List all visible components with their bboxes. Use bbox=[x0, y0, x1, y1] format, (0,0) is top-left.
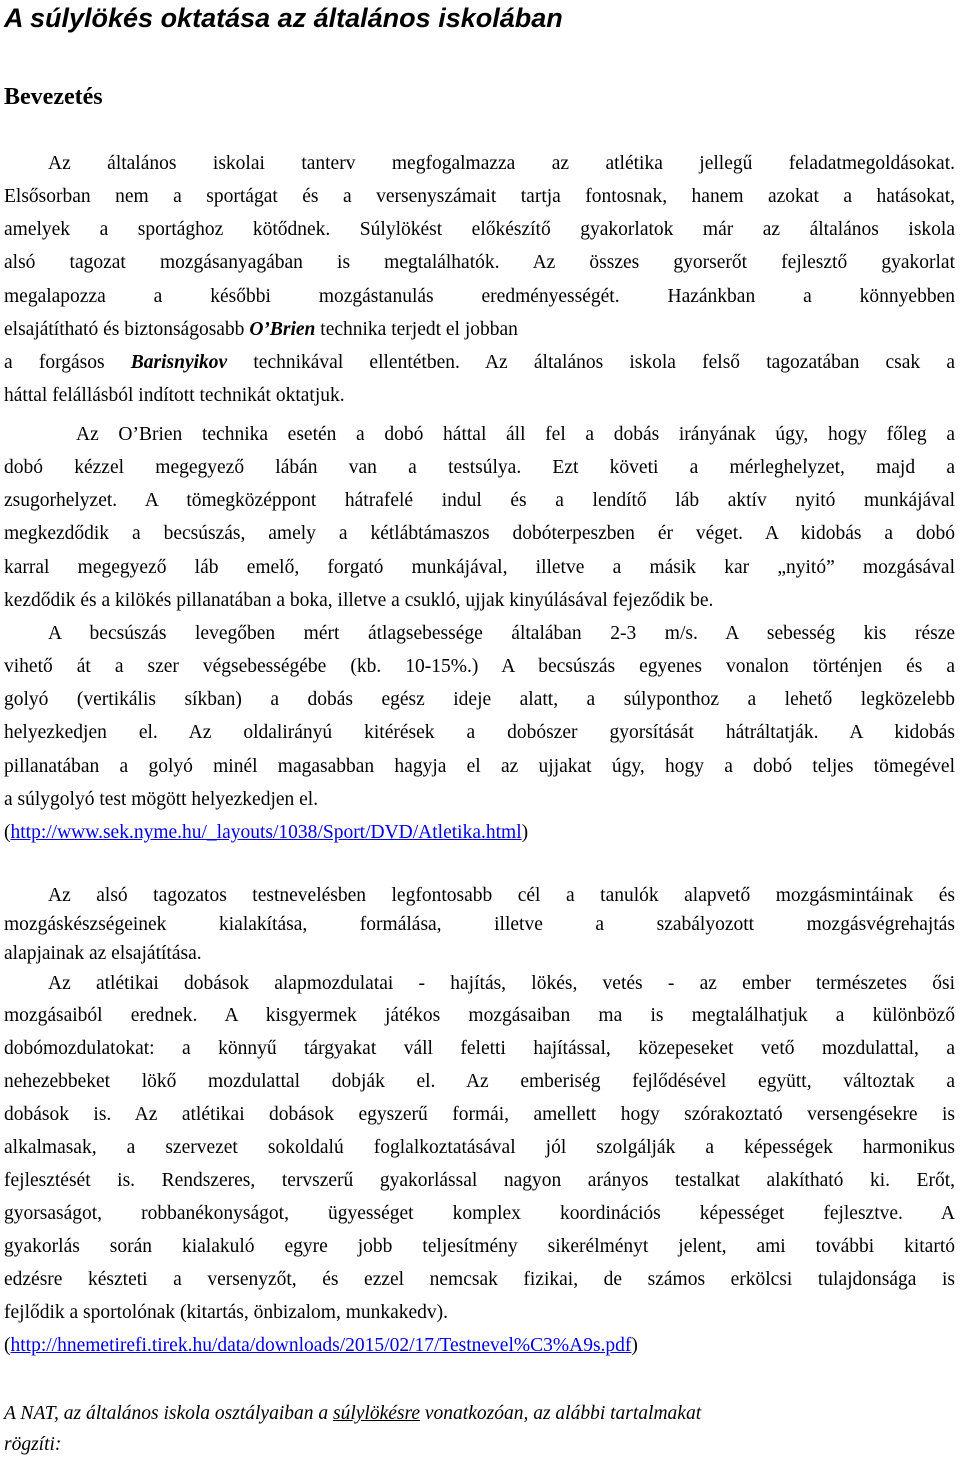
text-line: helyezkedjen el. Az oldalirányú kitérések a dobószer gyorsítását hátráltatják. A kidobás bbox=[4, 722, 955, 743]
text-line bbox=[4, 1397, 955, 1430]
text-line: dobó kézzel megegyező lábán van a testsúlya. Ezt követi a mérleghelyzet, majd a bbox=[4, 457, 955, 478]
source-citation bbox=[4, 1329, 955, 1362]
emphasis-obrien: O’Brien bbox=[249, 319, 316, 340]
text-line: fejlesztését is. Rendszeres, tervszerű gyakorlással nagyon arányos testalkat alakítható ki. Erőt, bbox=[4, 1170, 955, 1191]
text-line: gyorsaságot, robbanékonyságot, ügyességet komplex koordinációs képességet fejlesztve. A bbox=[4, 1203, 955, 1224]
text-line: alkalmasak, a szervezet sokoldalú foglalkoztatásával jól szolgálják a képességek harmonikus bbox=[4, 1137, 955, 1158]
text-line: mozgásaiból erednek. A kisgyermek játékos mozgásaiban ma is megtalálhatjuk a különböző bbox=[4, 1005, 955, 1026]
source-link-hnemetirefi[interactable]: http://hnemetirefi.tirek.hu/data/downloads/2015/02/17/Testnevel%C3%A9s.pdf bbox=[10, 1335, 632, 1356]
text-line: dobómozdulatokat: a könnyű tárgyakat váll feletti hajítással, közepeseket vető mozdulattal, a bbox=[4, 1038, 955, 1059]
text-line: vihető át a szer végsebességébe (kb. 10-15%.) A becsúszás egyenes vonalon történjen és a bbox=[4, 656, 955, 677]
text-line: edzésre készteti a versenyzőt, és ezzel nemcsak fizikai, de számos erkölcsi tulajdonsága is bbox=[4, 1269, 955, 1290]
text-run: A NAT, az általános iskola osztályaiban a bbox=[4, 1403, 333, 1424]
text-line: mozgáskészségeinek kialakítása, formálása, illetve a szabályozott mozgásvégrehajtás bbox=[4, 914, 955, 935]
paren-open: ( bbox=[4, 822, 11, 843]
paren-close: ) bbox=[521, 822, 529, 843]
text-line: karral megegyező láb emelő, forgató munkájával, illetve a másik kar „nyitó” mozgásával bbox=[4, 557, 955, 578]
paren-open: ( bbox=[4, 1335, 11, 1356]
text-run: technikával ellentétben. Az általános iskola felső tagozatában csak a bbox=[227, 352, 956, 373]
text-line: Az O’Brien technika esetén a dobó háttal áll fel a dobás irányának úgy, hogy főleg a bbox=[76, 424, 955, 445]
text-line: kezdődik és a kilökés pillanatában a boka, illetve a csukló, ujjak kinyúlásával fejeződik be. bbox=[4, 590, 714, 611]
text-line: háttal felállásból indított technikát oktatjuk. bbox=[4, 385, 345, 406]
text-line: pillanatában a golyó minél magasabban hagyja el az ujjakat úgy, hogy a dobó teljes tömegével bbox=[4, 756, 955, 777]
text-run: elsajátítható és biztonságosabb bbox=[4, 319, 250, 340]
text-line: rögzíti: bbox=[4, 1434, 62, 1455]
text-line: gyakorlás során kialakuló egyre jobb teljesítmény sikerélményt jelent, ami további kitartó bbox=[4, 1236, 955, 1257]
source-link-sek[interactable]: http://www.sek.nyme.hu/_layouts/1038/Sport/DVD/Atletika.html bbox=[10, 822, 522, 843]
source-citation bbox=[4, 816, 955, 849]
text-line: A becsúszás levegőben mért átlagsebessége általában 2-3 m/s. A sebesség kis része bbox=[48, 623, 955, 644]
text-line: alapjainak az elsajátítása. bbox=[4, 943, 202, 964]
text-line: dobások is. Az atlétikai dobások egyszerű formái, amellett hogy szórakoztató versengésekre is bbox=[4, 1104, 955, 1125]
text-line: fejlődik a sportolónak (kitartás, önbizalom, munkakedv). bbox=[4, 1302, 449, 1323]
text-run: technika terjedt el jobban bbox=[315, 319, 518, 340]
text-run: a forgásos bbox=[4, 352, 131, 373]
emphasis-barisnyikov: Barisnyikov bbox=[130, 352, 228, 373]
text-line: amelyek a sportághoz kötődnek. Súlylökést előkészítő gyakorlatok már az általános iskola bbox=[4, 219, 955, 240]
text-line: nehezebbeket lökő mozdulattal dobják el. Az emberiség fejlődésével együtt, változtak a bbox=[4, 1071, 955, 1092]
text-line: megalapozza a későbbi mozgástanulás eredményességét. Hazánkban a könnyebben bbox=[4, 286, 955, 307]
text-line: Elsősorban nem a sportágat és a versenyszámait tartja fontosnak, hanem azokat a hatásokat, bbox=[4, 186, 955, 207]
text-line: golyó (vertikális síkban) a dobás egész ideje alatt, a súlyponthoz a lehető legközelebb bbox=[4, 689, 955, 710]
underlined-term: súlylökésre bbox=[333, 1403, 420, 1424]
text-line: alsó tagozat mozgásanyagában is megtalálhatók. Az összes gyorserőt fejlesztő gyakorlat bbox=[4, 252, 955, 273]
text-line bbox=[4, 346, 955, 379]
text-run: vonatkozóan, az alábbi tartalmakat bbox=[420, 1403, 702, 1424]
paren-close: ) bbox=[631, 1335, 638, 1356]
text-line: Az általános iskolai tanterv megfogalmazza az atlétika jellegű feladatmegoldásokat. bbox=[48, 153, 955, 174]
text-line: megkezdődik a becsúszás, amely a kétlábtámaszos dobóterpeszben ér véget. A kidobás a dobó bbox=[4, 523, 955, 544]
section-heading: Bevezetés bbox=[4, 84, 103, 110]
text-line: Az atlétikai dobások alapmozdulatai - hajítás, lökés, vetés - az ember természetes ősi bbox=[48, 973, 955, 994]
text-line: zsugorhelyzet. A tömegközéppont hátrafelé indul és a lendítő láb aktív nyitó munkájával bbox=[4, 490, 955, 511]
document-title: A súlylökés oktatása az általános iskolában bbox=[4, 3, 563, 33]
text-line: a súlygolyó test mögött helyezkedjen el. bbox=[4, 789, 319, 810]
text-line bbox=[4, 313, 955, 346]
text-line: Az alsó tagozatos testnevelésben legfontosabb cél a tanulók alapvető mozgásmintáinak és bbox=[48, 885, 955, 906]
